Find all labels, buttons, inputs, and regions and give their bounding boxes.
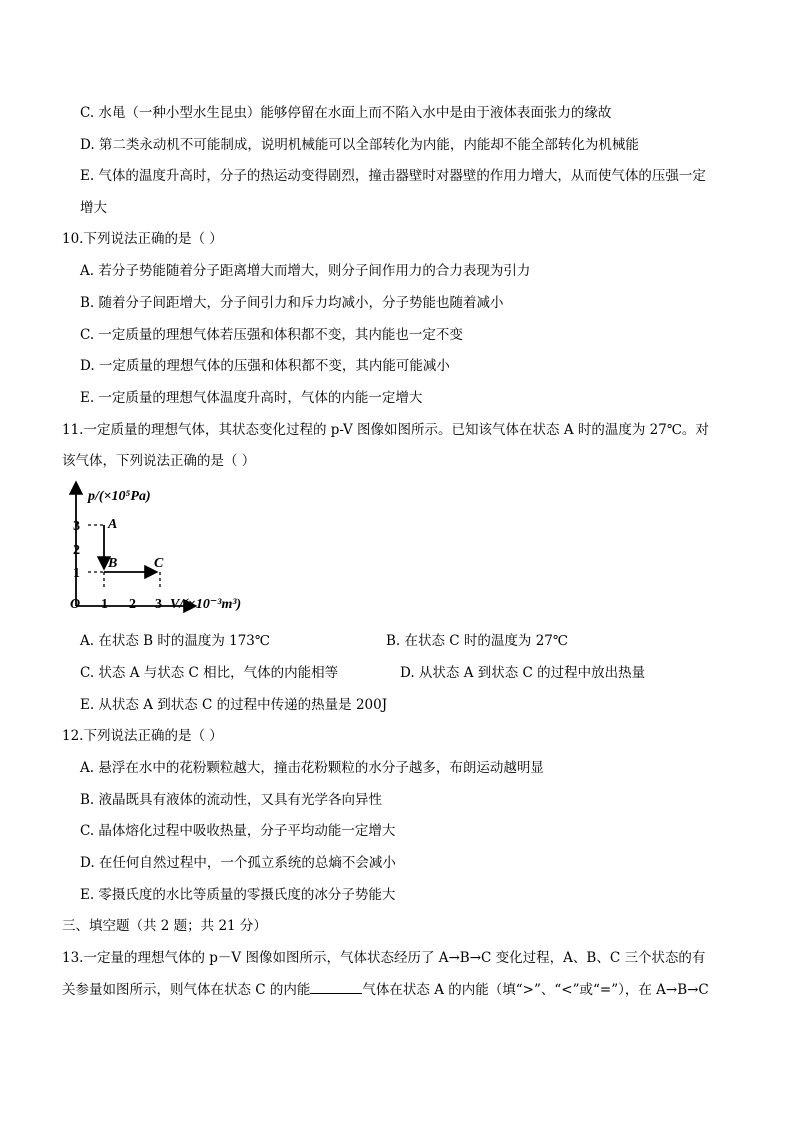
q11-stem-line2: 该气体，下列说法正确的是（ ） [62, 453, 256, 469]
y-axis-label: p/(×10⁵Pa) [88, 489, 151, 504]
answer-blank[interactable] [310, 981, 362, 994]
q13-line2-part1: 关参量如图所示，则气体在状态 C 的内能 [62, 982, 311, 998]
q10-option-b: B. 随着分子间距增大，分子间引力和斥力均减小，分子势能也随着减小 [80, 295, 504, 311]
q9-option-c: C. 水黾（一种小型水生昆虫）能够停留在水面上而不陷入水中是由于液体表面张力的缘故 [80, 105, 612, 121]
point-c-label: C [154, 556, 164, 571]
x-tick-1: 1 [101, 597, 108, 612]
q12-option-a: A. 悬浮在水中的花粉颗粒越大，撞击花粉颗粒的水分子越多，布朗运动越明显 [80, 760, 544, 776]
q10-option-e: E. 一定质量的理想气体温度升高时，气体的内能一定增大 [80, 390, 423, 406]
q12-option-d: D. 在任何自然过程中，一个孤立系统的总熵不会减小 [80, 855, 396, 871]
q13-line2-part2: 气体在状态 A 的内能（填“>”、“<”或“=”），在 A→B→C [362, 982, 709, 998]
q12-option-b: B. 液晶既具有液体的流动性，又具有光学各向异性 [80, 792, 383, 808]
q10-option-a: A. 若分子势能随着分子距离增大而增大，则分子间作用力的合力表现为引力 [80, 263, 531, 279]
q13-stem-line1: 13.一定量的理想气体的 p－V 图像如图所示，气体状态经历了 A→B→C 变化过程，A、B、C 三个状态的有 [62, 950, 706, 966]
y-tick-1: 1 [73, 566, 80, 581]
x-tick-3: 3 [155, 597, 162, 612]
point-a-label: A [108, 517, 118, 532]
pv-diagram [66, 480, 266, 620]
q10-option-c: C. 一定质量的理想气体若压强和体积都不变，其内能也一定不变 [80, 327, 463, 343]
q11-option-c: C. 状态 A 与状态 C 相比，气体的内能相等 [80, 665, 339, 681]
y-tick-2: 2 [73, 543, 80, 558]
q10-stem: 10.下列说法正确的是（ ） [62, 231, 223, 247]
q12-option-e: E. 零摄氏度的水比等质量的零摄氏度的冰分子势能大 [80, 887, 396, 903]
q11-option-a: A. 在状态 B 时的温度为 173℃ [80, 633, 270, 649]
q12-stem: 12.下列说法正确的是（ ） [62, 728, 223, 744]
q9-option-e-line2: 增大 [80, 200, 107, 216]
section-heading-fill-in: 三、填空题（共 2 题；共 21 分） [62, 918, 267, 934]
q9-option-d: D. 第二类永动机不可能制成，说明机械能可以全部转化为内能，内能却不能全部转化为机械能 [80, 137, 639, 153]
q9-option-e-line1: E. 气体的温度升高时，分子的热运动变得剧烈，撞击器壁时对器壁的作用力增大，从而使气体的压强一定 [80, 168, 706, 184]
q11-option-d: D. 从状态 A 到状态 C 的过程中放出热量 [400, 665, 646, 681]
q11-option-e: E. 从状态 A 到状态 C 的过程中传递的热量是 200J [80, 697, 388, 713]
q10-option-d: D. 一定质量的理想气体的压强和体积都不变，其内能可能减小 [80, 358, 450, 374]
x-tick-2: 2 [129, 597, 136, 612]
y-tick-3: 3 [73, 519, 80, 534]
point-b-label: B [108, 556, 118, 571]
q11-option-b: B. 在状态 C 时的温度为 27℃ [386, 633, 568, 649]
q11-stem-line1: 11.一定质量的理想气体，其状态变化过程的 p-V 图像如图所示。已知该气体在状态 A 时的温度为 27℃。对 [62, 422, 709, 438]
q12-option-c: C. 晶体熔化过程中吸收热量，分子平均动能一定增大 [80, 823, 396, 839]
q13-stem-line2 [62, 981, 709, 999]
origin-label: O [70, 597, 81, 612]
x-axis-label: V/(×10⁻³m³) [170, 597, 242, 612]
